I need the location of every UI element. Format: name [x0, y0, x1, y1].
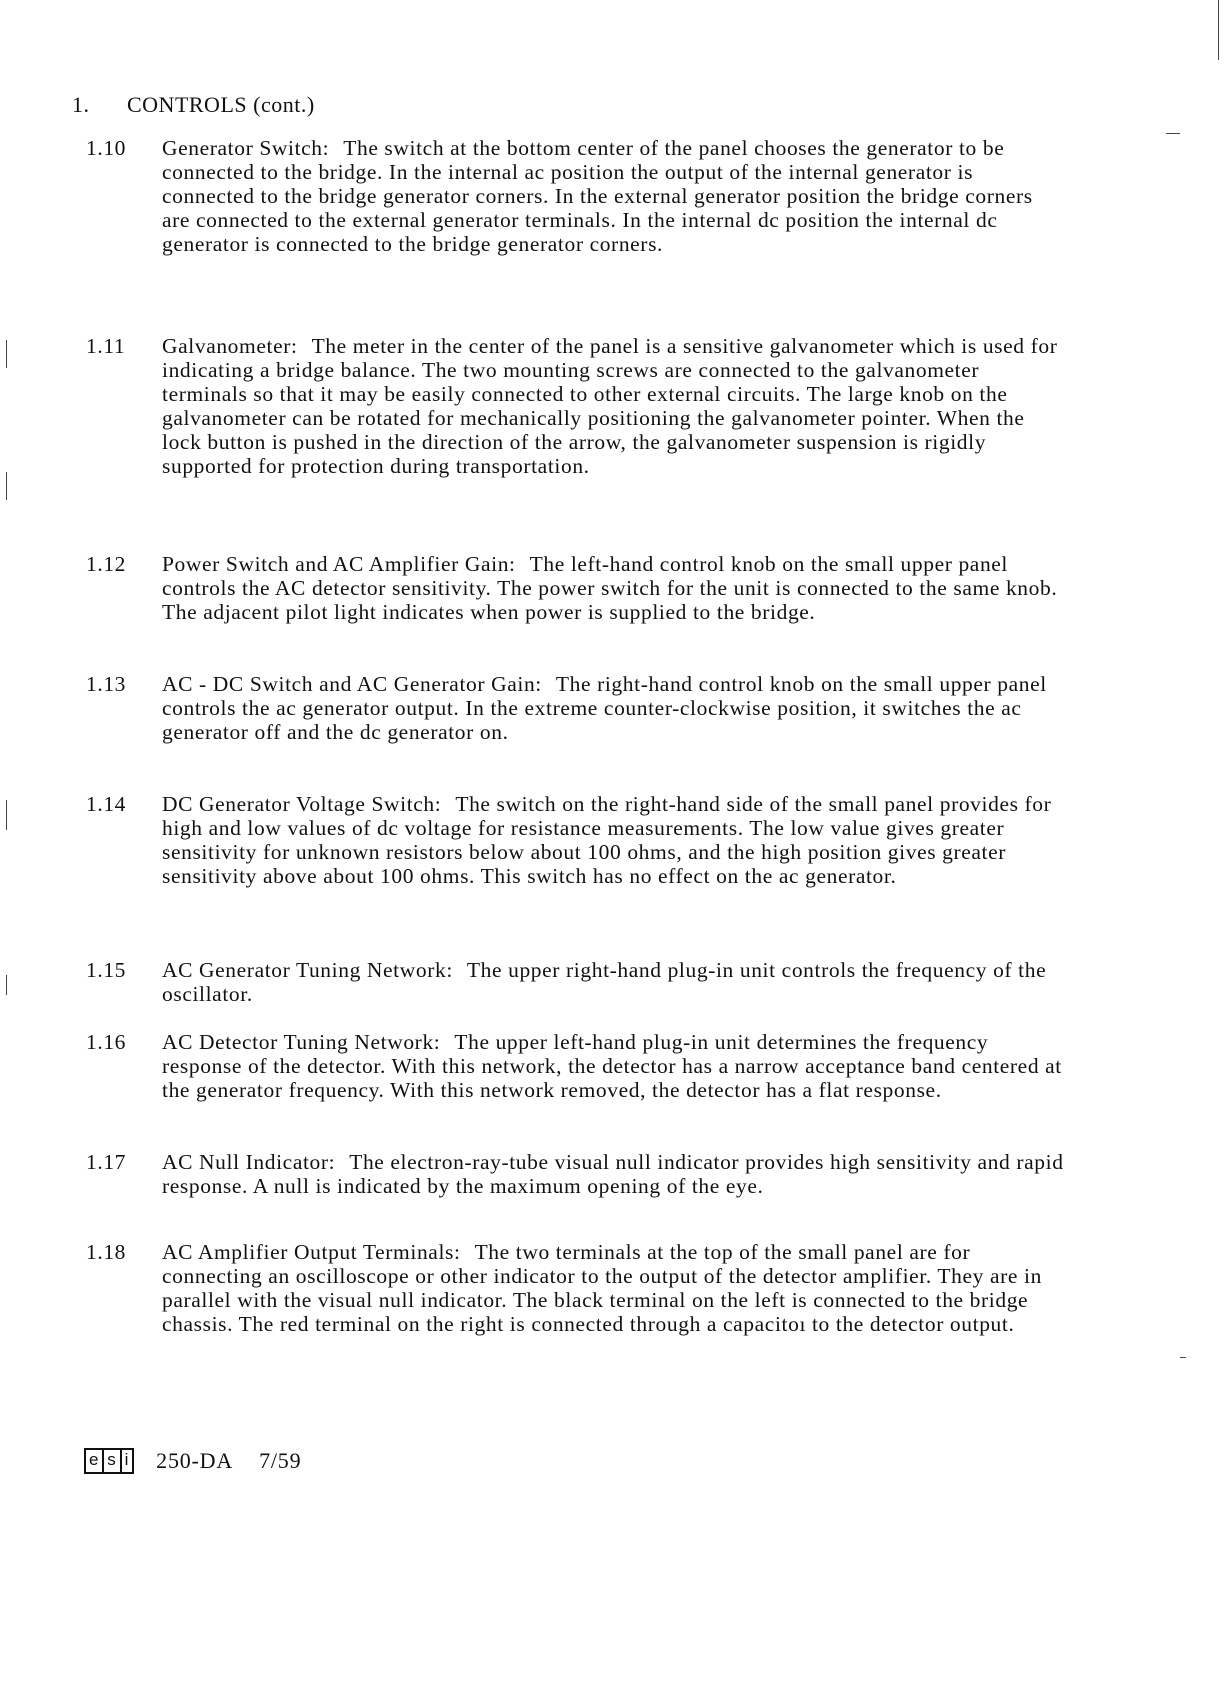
- entry-label: Power Switch and AC Amplifier Gain:: [162, 552, 516, 576]
- scan-edge-line: [6, 472, 7, 500]
- revision-date: 7/59: [259, 1448, 302, 1473]
- entry-number: 1.17: [86, 1150, 127, 1174]
- scan-edge-line: [6, 340, 7, 368]
- entry-label: AC Null Indicator:: [162, 1150, 336, 1174]
- entry-text: The right-hand control knob on the small upper panel controls the ac generator output. In the extreme counter-clockwise position, it switches the ac generator off and the dc generator on.: [162, 672, 1047, 744]
- entry-number: 1.15: [86, 958, 127, 982]
- page-footer: [84, 1448, 301, 1474]
- entry-number: 1.18: [86, 1240, 127, 1264]
- entry-body: [162, 958, 1066, 1006]
- scan-edge-line: [1218, 0, 1219, 60]
- scan-edge-line: [6, 800, 7, 830]
- entry-1-10: [86, 136, 1066, 256]
- entry-1-14: [86, 792, 1066, 888]
- logo-letter: e: [86, 1450, 104, 1472]
- entry-text: The switch at the bottom center of the panel chooses the generator to be connected to the bridge. In the internal ac position the output of the internal generator is connected to the bridge generator corners. In the external generator position the bridge corners are connected to the external generator terminals. In the internal dc position the internal dc generator is connected to the bridge generator corners.: [162, 136, 1033, 256]
- entry-body: [162, 1240, 1066, 1336]
- entry-body: [162, 334, 1066, 478]
- entry-label: Generator Switch:: [162, 136, 330, 160]
- entry-text: The meter in the center of the panel is a sensitive galvanometer which is used for indicating a bridge balance. The two mounting screws are connected to the galvanometer terminals so that it may be easily connected to other external circuits. The large knob on the galvanometer can be rotated for mechanically positioning the galvanometer pointer. When the lock button is pushed in the direction of the arrow, the galvanometer suspension is rigidly supported for protection during transportation.: [162, 334, 1058, 478]
- entry-text: The electron-ray-tube visual null indicator provides high sensitivity and rapid response. A null is indicated by the maximum opening of the eye.: [162, 1150, 1064, 1198]
- entry-number: 1.13: [86, 672, 127, 696]
- entry-1-15: [86, 958, 1066, 1006]
- entry-text: The upper left-hand plug-in unit determines the frequency response of the detector. With this network, the detector has a narrow acceptance band centered at the generator frequency. With this network removed, the detector has a flat response.: [162, 1030, 1062, 1102]
- entry-1-12: [86, 552, 1066, 624]
- section-title: CONTROLS (cont.): [127, 92, 315, 117]
- entry-label: AC Detector Tuning Network:: [162, 1030, 441, 1054]
- entry-body: [162, 136, 1066, 256]
- entry-1-16: [86, 1030, 1066, 1102]
- entry-number: 1.11: [86, 334, 126, 358]
- entry-body: [162, 552, 1066, 624]
- entry-number: 1.14: [86, 792, 127, 816]
- entry-text: The switch on the right-hand side of the small panel provides for high and low values of dc voltage for resistance measurements. The low value gives greater sensitivity for unknown resistors below about 100 ohms, and the high position gives greater sensitivity above about 100 ohms. This switch has no effect on the ac generator.: [162, 792, 1052, 888]
- entry-1-17: [86, 1150, 1066, 1198]
- entry-number: 1.12: [86, 552, 127, 576]
- entry-text: The upper right-hand plug-in unit controls the frequency of the oscillator.: [162, 958, 1047, 1006]
- esi-logo-icon: [84, 1448, 134, 1474]
- scan-mark: [1180, 1357, 1186, 1358]
- entry-1-18: [86, 1240, 1066, 1336]
- entry-body: [162, 1150, 1066, 1198]
- section-heading: [72, 92, 315, 118]
- entry-text: The two terminals at the top of the small panel are for connecting an oscilloscope or other indicator to the output of the detector amplifier. They are in parallel with the visual null indicator. The black terminal on the left is connected to the bridge chassis. The red terminal on the right is connected through a capacitoı to the detector output.: [162, 1240, 1042, 1336]
- scan-mark: [1166, 133, 1180, 134]
- entry-body: [162, 672, 1066, 744]
- section-number: 1.: [72, 92, 90, 117]
- entry-label: DC Generator Voltage Switch:: [162, 792, 442, 816]
- entry-body: [162, 1030, 1066, 1102]
- entry-label: AC - DC Switch and AC Generator Gain:: [162, 672, 542, 696]
- entry-label: AC Generator Tuning Network:: [162, 958, 453, 982]
- entry-label: AC Amplifier Output Terminals:: [162, 1240, 461, 1264]
- entry-label: Galvanometer:: [162, 334, 298, 358]
- model-number: 250-DA: [156, 1448, 234, 1473]
- entry-number: 1.16: [86, 1030, 127, 1054]
- logo-letter: i: [124, 1450, 130, 1469]
- entry-1-13: [86, 672, 1066, 744]
- entry-body: [162, 792, 1066, 888]
- entry-text: The left-hand control knob on the small upper panel controls the AC detector sensitivity. The power switch for the unit is connected to the same knob. The adjacent pilot light indicates when power is supplied to the bridge.: [162, 552, 1058, 624]
- scan-edge-line: [6, 975, 7, 995]
- logo-letter: s: [104, 1450, 121, 1472]
- entry-number: 1.10: [86, 136, 127, 160]
- entry-1-11: [86, 334, 1066, 478]
